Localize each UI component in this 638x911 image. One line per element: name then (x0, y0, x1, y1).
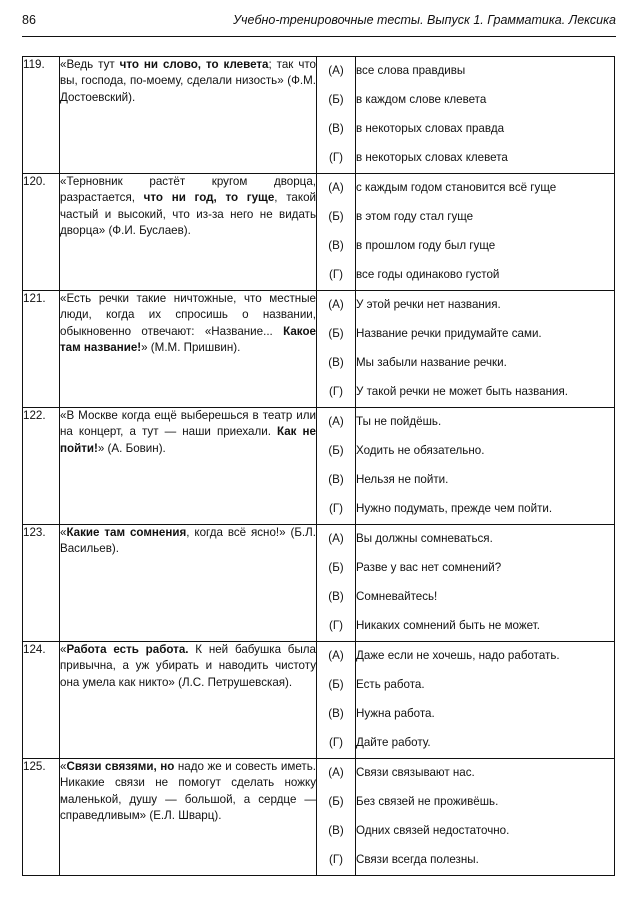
option-letter: (В) (328, 122, 344, 136)
task-number: 120. (23, 174, 60, 291)
option-text: Дайте работу. (356, 736, 431, 750)
option-letter: (Б) (328, 93, 344, 107)
option-texts (356, 174, 615, 291)
option-texts (356, 408, 615, 525)
option-text: Название речки придумайте сами. (356, 327, 542, 341)
option-letters (317, 291, 356, 408)
option-letter: (А) (328, 298, 344, 312)
task-row (23, 642, 615, 759)
task-row (23, 759, 615, 876)
option-letters (317, 57, 356, 174)
task-row (23, 57, 615, 174)
option-text: Никаких сомнений быть не может. (356, 619, 540, 633)
option-letters (317, 174, 356, 291)
task-number: 124. (23, 642, 60, 759)
page-header (22, 13, 616, 33)
option-letter: (Б) (328, 795, 344, 809)
option-text: Одних связей недостаточно. (356, 824, 510, 838)
option-letter: (Г) (329, 619, 343, 633)
quote-highlight: Работа есть работа. (66, 643, 189, 656)
option-letter: (А) (328, 532, 344, 546)
option-letter: (Г) (329, 736, 343, 750)
quote-highlight: Связи связями, но (66, 760, 175, 773)
option-text: Сомневайтесь! (356, 590, 438, 604)
option-letter: (А) (328, 415, 344, 429)
option-texts (356, 642, 615, 759)
quote-text: К ней бабушка была привычна, а уж убирать и наводить чистоту она умела как никто» (Л.С. Петрушевская). (60, 643, 316, 689)
task-quote (60, 57, 317, 174)
option-text: Разве у вас нет сомнений? (356, 561, 502, 575)
option-text: Ходить не обязательно. (356, 444, 485, 458)
task-row (23, 408, 615, 525)
option-text: с каждым годом становится всё гуще (356, 181, 557, 195)
quote-text: » (А. Бовин). (97, 441, 166, 455)
page-number: 86 (22, 13, 36, 27)
tasks-table (22, 56, 615, 876)
quote-text: « (60, 526, 67, 539)
option-letter: (Г) (329, 268, 343, 282)
header-rule (22, 36, 616, 37)
task-quote (60, 642, 317, 759)
running-title: Учебно-тренировочные тесты. Выпуск 1. Грамматика. Лексика (233, 13, 616, 27)
option-text: в некоторых словах клевета (356, 151, 508, 165)
task-row (23, 525, 615, 642)
quote-highlight: Какие там сомнения (66, 526, 187, 539)
quote-text: «В Москве когда ещё выберешься в театр или на концерт, а тут — наши приехали. (60, 409, 316, 439)
option-letters (317, 759, 356, 876)
quote-text: « (60, 760, 67, 773)
option-text: все слова правдивы (356, 64, 466, 78)
option-letter: (Б) (328, 444, 344, 458)
option-text: в этом году стал гуще (356, 210, 474, 224)
option-letter: (Г) (329, 151, 343, 165)
task-number: 123. (23, 525, 60, 642)
tasks-table-body (23, 57, 615, 876)
quote-text: «Ведь тут (60, 58, 120, 71)
option-letters (317, 408, 356, 525)
task-row (23, 291, 615, 408)
option-text: Нужно подумать, прежде чем пойти. (356, 502, 553, 516)
option-letter: (А) (328, 649, 344, 663)
quote-highlight: что ни слово, то клевета (119, 58, 269, 71)
option-letter: (В) (328, 590, 344, 604)
option-text: Ты не пойдёшь. (356, 415, 442, 429)
option-text: Вы должны сомневаться. (356, 532, 493, 546)
task-number: 121. (23, 291, 60, 408)
option-letter: (В) (328, 239, 344, 253)
option-letters (317, 525, 356, 642)
quote-text: , когда всё ясно!» (Б.Л. Васильев). (60, 526, 316, 556)
option-letter: (Б) (328, 561, 344, 575)
option-letter: (В) (328, 473, 344, 487)
option-letter: (Г) (329, 853, 343, 867)
option-letter: (Б) (328, 210, 344, 224)
option-text: У этой речки нет названия. (356, 298, 501, 312)
task-row (23, 174, 615, 291)
option-text: в некоторых словах правда (356, 122, 505, 136)
option-letter: (Г) (329, 385, 343, 399)
option-letter: (Б) (328, 327, 344, 341)
quote-highlight: Какое там название! (60, 324, 316, 355)
option-text: Даже если не хочешь, надо работать. (356, 649, 560, 663)
option-letter: (В) (328, 356, 344, 370)
option-text: в прошлом году был гуще (356, 239, 496, 253)
task-quote (60, 408, 317, 525)
option-text: Связи связывают нас. (356, 766, 475, 780)
quote-text: ; так что вы, господа, по-моему, сделали низость» (Ф.М. Достоевский). (60, 58, 316, 104)
task-quote (60, 759, 317, 876)
quote-highlight: что ни год, то гуще (143, 191, 275, 205)
option-texts (356, 525, 615, 642)
option-text: Связи всегда полезны. (356, 853, 479, 867)
option-letter: (Г) (329, 502, 343, 516)
option-texts (356, 759, 615, 876)
option-texts (356, 291, 615, 408)
option-text: У такой речки не может быть названия. (356, 385, 569, 399)
quote-text: « (60, 643, 67, 656)
task-quote (60, 174, 317, 291)
option-text: Нельзя не пойти. (356, 473, 449, 487)
quote-highlight: Как не пойти! (60, 425, 316, 455)
quote-text: , такой частый и высокий, что из-за него не видать дворца» (Ф.И. Буслаев). (60, 191, 316, 238)
option-letter: (Б) (328, 678, 344, 692)
option-letter: (В) (328, 824, 344, 838)
option-letter: (В) (328, 707, 344, 721)
option-letters (317, 642, 356, 759)
option-text: Без связей не проживёшь. (356, 795, 499, 809)
option-text: Мы забыли название речки. (356, 356, 507, 370)
task-number: 119. (23, 57, 60, 174)
quote-text: «Есть речки такие ничтожные, что местные люди, когда их спросишь о названии, обыкновенно отвечают: «Название... (60, 292, 316, 338)
option-text: все годы одинаково густой (356, 268, 500, 282)
option-letter: (А) (328, 64, 344, 78)
quote-text: надо же и совесть иметь. Никакие связи не помогут сделать ножку маленькой, душу — большой, а сердце — справедливым» (Е.Л. Шварц). (60, 760, 316, 823)
option-text: Нужна работа. (356, 707, 435, 721)
option-text: Есть работа. (356, 678, 425, 692)
option-texts (356, 57, 615, 174)
task-quote (60, 291, 317, 408)
task-number: 125. (23, 759, 60, 876)
task-quote (60, 525, 317, 642)
quote-text: «Терновник растёт кругом дворца, разрастается, (60, 175, 316, 205)
option-letter: (А) (328, 181, 344, 195)
option-letter: (А) (328, 766, 344, 780)
option-text: в каждом слове клевета (356, 93, 487, 107)
quote-text: » (М.М. Пришвин). (141, 341, 241, 355)
task-number: 122. (23, 408, 60, 525)
